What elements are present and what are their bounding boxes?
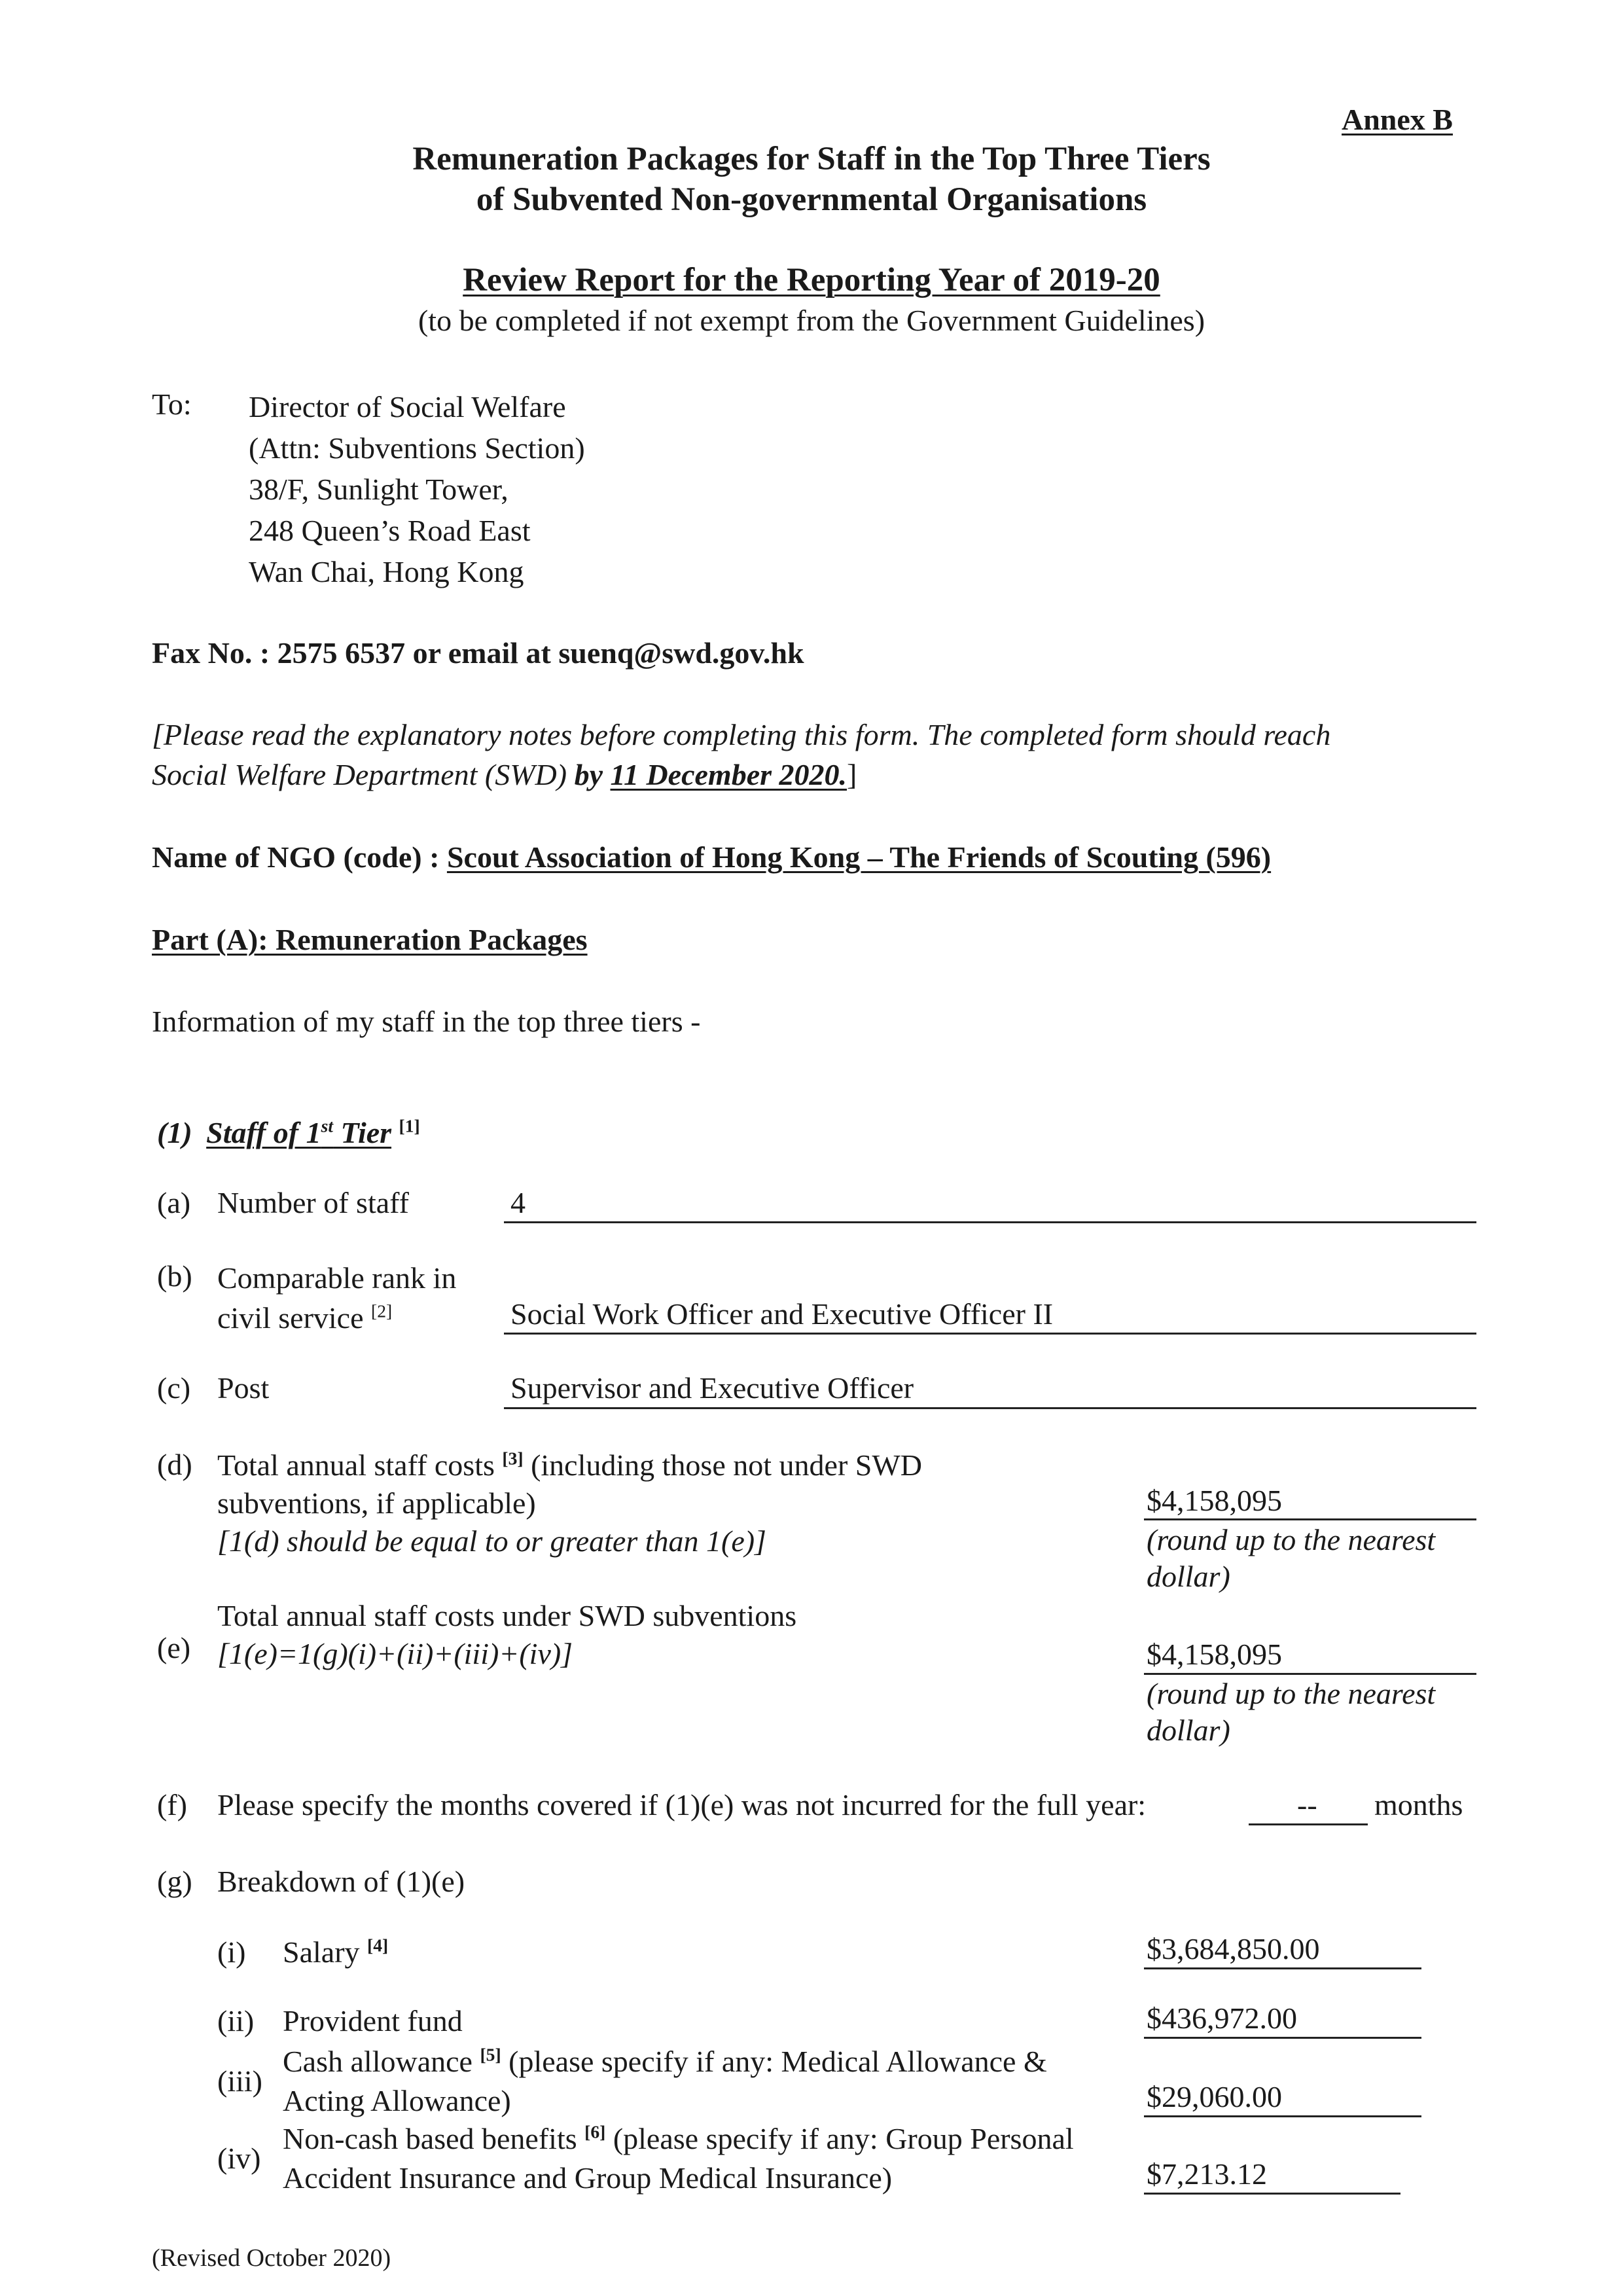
address-line: 38/F, Sunlight Tower, [249, 473, 508, 506]
comparable-rank-underline [504, 1333, 1476, 1335]
item-giv-note: [6] [584, 2121, 606, 2142]
item-g-label: (g) [157, 1865, 192, 1898]
title-line-1: Remuneration Packages for Staff in the Top Three Tiers [412, 141, 1211, 177]
item-a-label: (a) [157, 1186, 191, 1219]
item-e-round-line-2: dollar) [1147, 1713, 1230, 1747]
item-giv-label: (iv) [217, 2142, 261, 2175]
months-covered-underline [1249, 1823, 1368, 1825]
item-d-round-line-1: (round up to the nearest [1147, 1523, 1436, 1556]
item-b-text-line-2-text: civil service [217, 1301, 364, 1335]
total-staff-costs-underline [1144, 1518, 1476, 1520]
non-cash-benefits-underline [1144, 2193, 1400, 2195]
total-staff-costs-value: $4,158,095 [1147, 1484, 1282, 1517]
section-1-title-text: Staff of 1 [206, 1116, 321, 1149]
item-d-round-note [1147, 1522, 1435, 1595]
number-of-staff-value: 4 [510, 1186, 526, 1219]
item-giv-line-1 [283, 2119, 1074, 2159]
ngo-label: Name of NGO (code) : [152, 840, 440, 874]
item-gi-label: (i) [217, 1935, 246, 1969]
item-gi-text-value: Salary [283, 1935, 360, 1969]
item-giii-label: (iii) [217, 2064, 262, 2098]
section-1-title [206, 1116, 391, 1149]
item-d-label: (d) [157, 1448, 192, 1481]
item-gii-label: (ii) [217, 2004, 255, 2037]
fax-email-line: Fax No. : 2575 6537 or email at suenq@swd.gov.hk [152, 636, 804, 670]
ngo-name-row [152, 839, 1271, 875]
item-b-note: [2] [371, 1300, 393, 1321]
item-giii-line-1 [283, 2042, 1047, 2081]
item-b-text-line-2 [217, 1298, 456, 1338]
address-block [249, 386, 585, 592]
report-title [0, 260, 1623, 300]
address-line: (Attn: Subventions Section) [249, 431, 585, 465]
item-f-label: (f) [157, 1788, 187, 1821]
instruction-deadline: 11 December 2020. [610, 758, 847, 791]
item-e-round-note [1147, 1676, 1435, 1749]
item-d-line-1-text: Total annual staff costs [217, 1448, 495, 1482]
revision-footer: (Revised October 2020) [152, 2244, 391, 2272]
item-b-text-line-1: Comparable rank in [217, 1261, 457, 1295]
item-e-text [217, 1597, 796, 1673]
title-line-2: of Subvented Non-governmental Organisations [476, 181, 1147, 218]
number-of-staff-underline [504, 1221, 1476, 1223]
item-d-line-1 [217, 1446, 922, 1484]
swd-staff-costs-value: $4,158,095 [1147, 1638, 1282, 1671]
item-giii-note: [5] [480, 2044, 501, 2065]
post-underline [504, 1407, 1476, 1409]
item-giii-line-2: Acting Allowance) [283, 2084, 511, 2117]
to-label: To: [152, 387, 192, 421]
part-a-heading: Part (A): Remuneration Packages [152, 923, 588, 956]
instruction-line-2 [152, 757, 857, 793]
instruction-close: ] [847, 758, 857, 791]
item-c-label: (c) [157, 1371, 191, 1405]
item-d-line-2: subventions, if applicable) [217, 1486, 536, 1520]
ngo-name-value: Scout Association of Hong Kong – The Friends of Scouting (596) [446, 840, 1272, 874]
intro-text: Information of my staff in the top three tiers - [152, 1005, 701, 1038]
item-d-round-line-2: dollar) [1147, 1560, 1230, 1593]
months-covered-value: -- [1297, 1788, 1317, 1821]
section-1-note: [1] [399, 1115, 420, 1136]
provident-fund-value: $436,972.00 [1147, 2001, 1297, 2035]
item-g-text: Breakdown of (1)(e) [217, 1865, 465, 1898]
instruction-by: by [574, 758, 603, 791]
cash-allowance-value: $29,060.00 [1147, 2080, 1282, 2113]
non-cash-benefits-value: $7,213.12 [1147, 2157, 1267, 2191]
section-1-number: (1) [157, 1116, 192, 1149]
section-1-title-sup: st [321, 1115, 334, 1136]
report-title-text: Review Report for the Reporting Year of 2019-20 [463, 262, 1160, 298]
item-f-text: Please specify the months covered if (1)(e) was not incurred for the full year: [217, 1788, 1147, 1821]
item-d-text [217, 1446, 922, 1560]
address-line: Wan Chai, Hong Kong [249, 555, 524, 588]
item-giii-line-1-text: Cash allowance [283, 2045, 473, 2078]
item-giv-text [283, 2119, 1074, 2198]
months-unit: months [1374, 1788, 1463, 1821]
cash-allowance-underline [1144, 2115, 1421, 2117]
item-e-line-1: Total annual staff costs under SWD subventions [217, 1599, 797, 1632]
provident-fund-underline [1144, 2037, 1421, 2039]
item-e-round-line-1: (round up to the nearest [1147, 1677, 1436, 1710]
item-gii-text: Provident fund [283, 2004, 463, 2037]
post-value: Supervisor and Executive Officer [510, 1371, 914, 1405]
annex-label: Annex B [1342, 103, 1453, 136]
item-d-line-3: [1(d) should be equal to or greater than 1(e)] [217, 1524, 766, 1558]
item-giv-line-1-post: (please specify if any: Group Personal [605, 2122, 1074, 2155]
instruction-line-1: [Please read the explanatory notes before completing this form. The completed form should reach [152, 718, 1331, 751]
item-giv-line-1-text: Non-cash based benefits [283, 2122, 577, 2155]
item-b-text [217, 1258, 456, 1338]
section-1-title-tier: Tier [333, 1116, 392, 1149]
item-e-label: (e) [157, 1631, 191, 1664]
item-gi-text [283, 1934, 388, 1970]
instruction-line-2-text: Social Welfare Department (SWD) [152, 758, 567, 791]
swd-staff-costs-underline [1144, 1673, 1476, 1675]
comparable-rank-value: Social Work Officer and Executive Officer II [510, 1297, 1054, 1331]
document-title [0, 139, 1623, 220]
salary-underline [1144, 1967, 1421, 1969]
item-giii-text [283, 2042, 1047, 2121]
item-giii-line-1-post: (please specify if any: Medical Allowance & [501, 2045, 1047, 2078]
item-d-line-1-post: (including those not under SWD [523, 1448, 922, 1482]
item-d-note: [3] [502, 1448, 524, 1469]
item-gi-note: [4] [367, 1935, 389, 1956]
report-subtitle: (to be completed if not exempt from the Government Guidelines) [418, 304, 1205, 337]
address-line: 248 Queen’s Road East [249, 514, 531, 547]
address-line: Director of Social Welfare [249, 390, 566, 423]
item-a-text: Number of staff [217, 1186, 409, 1219]
item-c-text: Post [217, 1371, 270, 1405]
item-giv-line-2: Accident Insurance and Group Medical Insurance) [283, 2161, 893, 2195]
section-1-heading [157, 1115, 420, 1151]
salary-value: $3,684,850.00 [1147, 1932, 1320, 1965]
item-b-label: (b) [157, 1259, 192, 1293]
item-e-line-2: [1(e)=1(g)(i)+(ii)+(iii)+(iv)] [217, 1637, 573, 1670]
